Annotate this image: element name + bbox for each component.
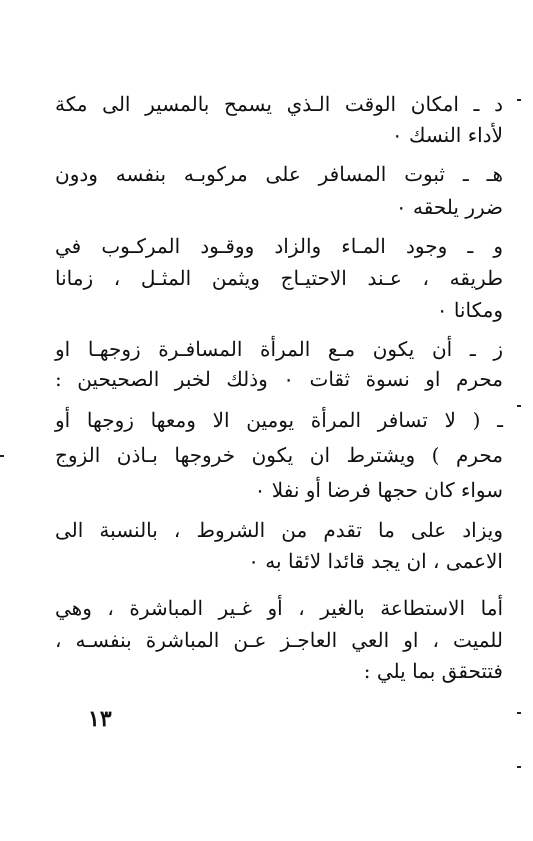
text-line: طريقه ، عـند الاحتيـاج ويثمن المثـل ، زمانا	[55, 266, 503, 290]
page-number: ١٣	[88, 706, 112, 732]
scan-edge-mark	[517, 405, 521, 407]
text-line: ومكانا ٠	[436, 298, 503, 322]
text-line: ويزاد على ما تقدم من الشروط ، بالنسبة الى	[55, 518, 503, 542]
text-line: أما الاستطاعة بالغير ، أو غـير المباشرة ، وهي	[55, 596, 503, 620]
text-line: فتتحقق بما يلي :	[363, 659, 503, 683]
text-line: ـ ( لا تسافر المرأة يومين الا ومعها زوجها أو	[55, 408, 503, 432]
text-line: ز ـ أن يكون مـع المرأة المسافـرة زوجهـا او	[55, 337, 503, 361]
text-line: د ـ امكان الوقت الـذي يسمح بالمسير الى مكة	[55, 92, 503, 116]
text-line: الاعمى ، ان يجد قائدا لائقا به ٠	[248, 549, 503, 573]
text-line: سواء كان حجها فرضا أو نفلا ٠	[254, 478, 503, 502]
text-line: هـ ـ ثبوت المسافر على مركوبـه بنفسه ودون	[55, 162, 503, 186]
text-line: محرم ) ويشترط ان يكون خروجها بـاذن الزوج	[55, 443, 503, 467]
scan-edge-mark	[517, 766, 521, 768]
scan-edge-mark	[0, 455, 4, 457]
text-line: لأداء النسك ٠	[391, 123, 503, 147]
text-line: للميت ، او العي العاجـز عـن المباشرة بنفسـه ،	[55, 628, 503, 652]
text-line: محرم او نسوة ثقات ٠ وذلك لخبر الصحيحين :	[55, 367, 503, 391]
scan-edge-mark	[517, 99, 521, 101]
text-line: و ـ وجود المـاء والزاد ووقـود المركـوب في	[55, 234, 503, 258]
scan-edge-mark	[517, 712, 521, 714]
text-line: ضرر يلحقه ٠	[395, 195, 503, 219]
